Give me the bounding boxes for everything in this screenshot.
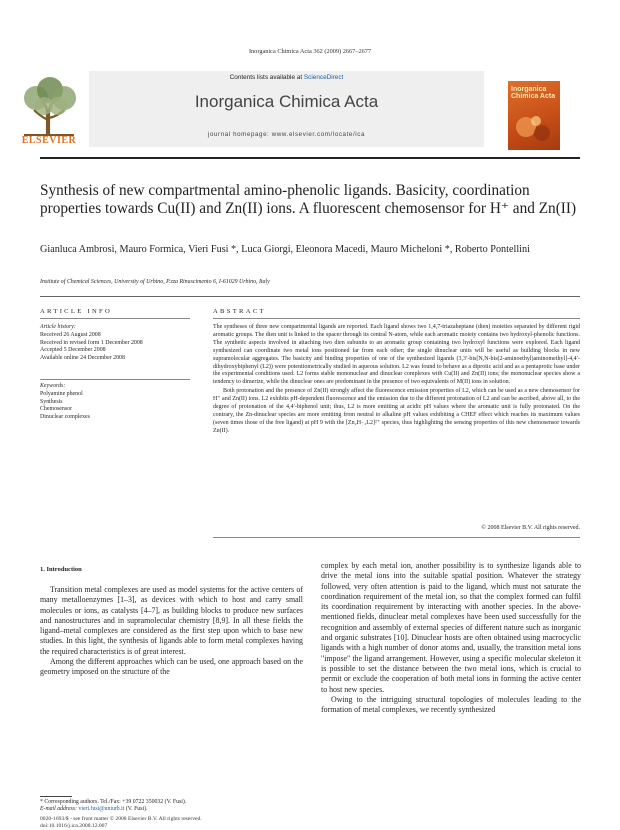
body-column-left (40, 585, 303, 678)
footnote-rule (40, 796, 72, 797)
elsevier-tree-logo (14, 72, 84, 148)
introduction-heading: 1. Introduction (40, 566, 82, 573)
sciencedirect-link[interactable]: ScienceDirect (303, 74, 344, 81)
contents-line (89, 74, 484, 81)
issn-doi-block (40, 816, 320, 830)
keyword-item: Polyamine phenol (40, 390, 83, 397)
journal-title: Inorganica Chimica Acta (194, 92, 379, 111)
issn-line: 0020-1693/$ - see front matter © 2008 Elsevier B.V. All rights reserved. (40, 816, 202, 822)
article-title: Synthesis of new compartmental amino-phenolic ligands. Basicity, coordination properties towards Cu(II) and Zn(II) ions. A fluorescent chemosensor for H⁺ and Zn(II) (40, 182, 577, 217)
author-list: Gianluca Ambrosi, Mauro Formica, Vieri Fusi *, Luca Giorgi, Eleonora Macedi, Mauro Micheloni *, Roberto Pontellini (40, 244, 530, 255)
body-column-right (321, 561, 581, 715)
history-accepted: Accepted 5 December 2008 (40, 347, 106, 354)
keyword-item: Dinuclear complexes (40, 414, 90, 421)
history-label: Article history: (40, 324, 76, 330)
email-line (40, 806, 310, 813)
abstract-heading: ABSTRACT (213, 308, 266, 315)
abstract-rule-top (213, 318, 580, 319)
abstract-body (213, 324, 580, 436)
info-rule-middle (40, 379, 190, 380)
email-link[interactable]: vieri.fusi@uniurb.it (78, 806, 125, 813)
journal-citation: Inorganica Chimica Acta 362 (2009) 2667–2677 (248, 48, 372, 55)
history-online: Available online 24 December 2008 (40, 355, 125, 362)
history-revised: Received in revised form 1 December 2008 (40, 339, 143, 346)
title-rule (40, 296, 580, 297)
journal-cover-thumbnail (508, 81, 560, 150)
info-rule-top (40, 318, 190, 319)
article-info-heading: ARTICLE INFO (40, 308, 113, 315)
intro-paragraph-1: Transition metal complexes are used as model systems for the active centers of many metalloenzymes [1–3], as devices with which to host and carry small molecules or ions, as catalysts [4–7], as building blocks to produce new surfaces and nanostructures and in supramolecular chemistry [8,9]. In all these fields the ligand–metal complexes are considered as the first step upon which to base new studies. In this light, the synthesis of ligands able to form metal complexes having the required characteristics is of great interest. (40, 585, 303, 656)
abstract-rule-bottom (213, 537, 580, 538)
abstract-copyright: © 2008 Elsevier B.V. All rights reserved. (481, 525, 580, 531)
keywords-label: Keywords: (40, 383, 66, 389)
article-history (40, 324, 200, 363)
corresponding-author-footnote (40, 799, 310, 813)
keywords (40, 383, 200, 422)
publisher-name: ELSEVIER (21, 135, 77, 146)
keyword-item: Synthesis (40, 398, 63, 405)
email-suffix: (V. Fusi). (125, 806, 148, 813)
intro-paragraph-2: Among the different approaches which can be used, one approach based on the geometry imposed on the structure of the (40, 657, 303, 677)
intro-paragraph-continued: complex by each metal ion, another possibility is to synthesize ligands able to drive the metal ions into the suitable spatial position. Whatever the strategy followed, very often attention is paid to the ligand, which must not saturate the coordination requirement of the metal ion, so that the complex formed can fulfil its coordination requirement by interacting with another species. In the above-mentioned fields, dinuclear metal complexes have been used successfully for the recognition and assembly of external species of different nature such as inorganic and organic substrates [10]. Dinuclear hosts are often obtained using macrocyclic ligands with a high number of donor atoms and, usually, the transition metal ions "impose" the ligand arrangement. However, using a specific molecular skeleton it is possible to set the distance between the two metal ions, which is crucial to permit or exclude the cooperation of both metal ions in forming the active center to host new species. (321, 561, 581, 694)
corresponding-authors: * Corresponding authors. Tel./Fax: +39 0722 350032 (V. Fusi). (40, 799, 187, 805)
contents-prefix: Contents lists available at (229, 74, 304, 81)
journal-homepage[interactable]: journal homepage: www.elsevier.com/locate/ica (207, 131, 365, 138)
cover-title: Inorganica Chimica Acta (511, 86, 556, 100)
intro-paragraph-3: Owing to the intriguing structural topologies of molecules leading to the formation of metal complexes, we recently synthesized (321, 694, 581, 715)
header-rule (40, 157, 580, 159)
abstract-paragraph-2: Both protonation and the presence of Zn(II) strongly affect the fluorescence emission properties of L2, which can be used as a new chemosensor for H⁺ and Zn(II) ions. L2 exhibits pH-dependent fluorescence and the emission due to the different protonation of L2 and can be ascribed, above all, to the degree of protonation of the 4,4′-biphenol unit; thus, L2 is more emitting at acidic pH values where the aromatic unit is fully protonated. On the contrary, the Zn-dinuclear species are more emitting from neutral to alkaline pH values exhibiting a CHEF effect which reaches its maximum values (seven times those of the free ligand) at pH 9 with the [Zn₂H₋₂L2]²⁺ species, thus highlighting the sensing properties of this new chemosensor towards Zn(II). (213, 388, 580, 434)
doi-line[interactable]: doi:10.1016/j.ica.2008.12.007 (40, 823, 108, 829)
abstract-paragraph-1: The syntheses of three new compartmental ligands are reported. Each ligand shows two 1,4,7-triazaheptane (dien) moieties separated by different rigid aromatic groups. The dien unit is linked to the spacer through its central N-atom, while each aromatic moiety contains two hydroxyl-phenolic functions. The synthetic aspects involved in attaching two dien subunits to an aromatic group containing two hydroxyl functions were explored. Each ligand synthesized can coordinate two metal ions positioned far from each other; the single dinuclear units will be useful as building blocks in new supramolecular aggregates. The basicity and binding properties of one of the synthesized ligands (3,3′-bis[N,N-bis(2-aminoethyl)aminomethyl]-4,4′-dihydroxybiphenyl (L2)) were potentiometrically studied in aqueous solution. L2 was found to behave as a diprotic acid and as a pentaprotic base under the experimental conditions used. L2 forms stable mononuclear and dinuclear complexes with Cu(II) and Zn(II) ions; the mononuclear species show a tendency to dimerize, while the dinuclear ones are predominant in the presence of two equivalents of M(II) ions in solution. (213, 324, 580, 386)
email-label: E-mail address: (40, 806, 77, 813)
history-received: Received 26 August 2008 (40, 331, 101, 338)
affiliation: Institute of Chemical Sciences, University of Urbino, P.zza Rinascimento 6, I-61029 Urbino, Italy (40, 279, 270, 285)
keyword-item: Chemosensor (40, 406, 73, 413)
